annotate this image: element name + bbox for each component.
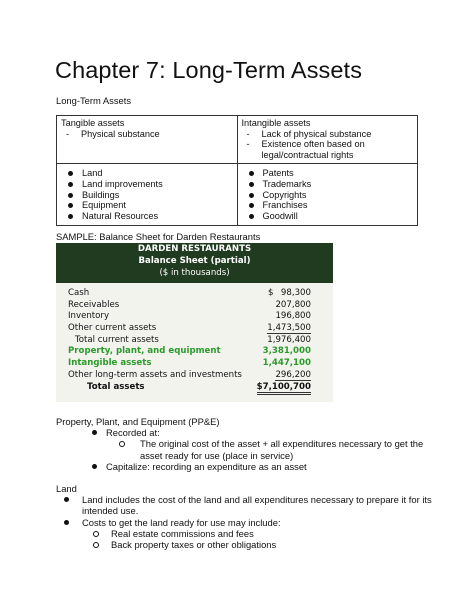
row-value: 1,447,100 (262, 358, 311, 369)
list-item-text: intended use. (82, 505, 139, 517)
circle-bullet-icon (93, 531, 99, 537)
row-label: Inventory (68, 311, 110, 322)
list-item (242, 139, 414, 160)
circle-bullet-icon (93, 542, 99, 548)
list-item-text: Recorded at: (106, 427, 160, 438)
list-item: Patents (242, 168, 414, 179)
list-item: - Physical substance (61, 129, 233, 140)
list-item-text: The original cost of the asset + all expenditures necessary to get the (140, 438, 424, 450)
list-item (56, 505, 432, 516)
ppe-heading: Property, Plant, and Equipment (PP&E) (56, 416, 220, 427)
sample-label: SAMPLE: Balance Sheet for Darden Restaurants (56, 231, 261, 242)
list-item-text: Costs to get the land ready for use may include: (82, 516, 281, 528)
table-row (56, 300, 333, 312)
tangible-definition-cell (57, 116, 238, 164)
section-subtitle: Long-Term Assets (56, 95, 132, 106)
list-item: Natural Resources (61, 211, 233, 222)
intangible-examples-list (242, 168, 414, 221)
bullet-icon (64, 497, 69, 502)
row-value: 1,976,400 (267, 334, 311, 345)
row-value: 3,381,000 (262, 346, 311, 357)
intangible-properties-list (242, 129, 414, 161)
land-heading: Land (56, 483, 77, 494)
row-label: Receivables (68, 299, 120, 310)
tangible-examples-cell (57, 164, 238, 226)
row-label: Other current assets (68, 323, 157, 334)
intangible-examples-cell (237, 164, 418, 226)
tangible-properties-list (61, 129, 233, 140)
list-item (56, 494, 432, 505)
table-row (56, 346, 333, 358)
row-value: $7,100,700 (257, 382, 311, 395)
row-label: Other long-term assets and investments (68, 369, 242, 380)
statement-units: ($ in thousands) (159, 268, 230, 278)
row-value: 98,300 (280, 288, 311, 298)
list-item (56, 517, 432, 528)
row-value: 1,473,500 (267, 323, 311, 334)
table-row (57, 116, 418, 164)
land-list (56, 494, 432, 550)
table-row (56, 358, 333, 370)
row-label: Intangible assets (68, 358, 152, 369)
list-item (56, 427, 423, 438)
row-value: 196,800 (275, 311, 311, 322)
asset-comparison-table (56, 115, 418, 226)
bullet-icon (92, 464, 97, 469)
table-row (57, 164, 418, 226)
list-item (56, 539, 432, 550)
list-item (56, 461, 423, 472)
balance-sheet-image (56, 243, 333, 402)
statement-title: Balance Sheet (partial) (138, 256, 251, 266)
list-item-text: legal/contractual rights (261, 149, 354, 160)
list-item: Copyrights (242, 190, 414, 201)
row-label: Cash (68, 288, 90, 298)
list-item-text: Capitalize: recording an expenditure as an asset (106, 460, 307, 472)
bullet-icon (64, 520, 69, 525)
tangible-examples-list (61, 168, 233, 221)
intangible-heading: Intangible assets (241, 118, 311, 128)
list-item-text: asset ready for use (place in service) (140, 449, 294, 461)
balance-sheet-header (56, 243, 333, 283)
table-row (56, 311, 333, 323)
list-item: - Lack of physical substance (242, 129, 414, 140)
list-item-text: Back property taxes or other obligations (111, 539, 277, 551)
list-item: Land improvements (61, 179, 233, 190)
table-row (56, 335, 333, 347)
list-item (56, 450, 423, 461)
company-name: DARDEN RESTAURANTS (137, 244, 252, 254)
list-item-text: Existence often based on (261, 139, 365, 150)
table-row (56, 370, 333, 382)
ppe-list (56, 427, 423, 472)
row-value: 296,200 (275, 369, 311, 380)
table-row (56, 382, 333, 394)
list-item-text: Land includes the cost of the land and all expenditures necessary to prepare it for its (82, 494, 432, 505)
bullet-icon (92, 430, 97, 435)
list-item: Goodwill (242, 211, 414, 222)
list-item (56, 528, 432, 539)
currency-symbol: $ (268, 288, 274, 298)
table-row (56, 323, 333, 335)
row-label: Property, plant, and equipment (68, 346, 221, 357)
table-row (56, 288, 333, 300)
list-item-text: Real estate commissions and fees (111, 527, 254, 539)
intangible-definition-cell (237, 116, 418, 164)
list-item: Trademarks (242, 179, 414, 190)
list-item: Franchises (242, 200, 414, 211)
list-item: Land (61, 168, 233, 179)
row-label: Total assets (87, 381, 145, 392)
page-title: Chapter 7: Long-Term Assets (55, 57, 363, 83)
list-item: Equipment (61, 200, 233, 211)
row-value: 207,800 (275, 299, 311, 310)
list-item: Buildings (61, 190, 233, 201)
list-item (56, 438, 423, 449)
row-label: Total current assets (75, 334, 159, 345)
circle-bullet-icon (119, 441, 125, 447)
tangible-heading: Tangible assets (61, 118, 125, 128)
balance-sheet-rows (56, 288, 333, 393)
